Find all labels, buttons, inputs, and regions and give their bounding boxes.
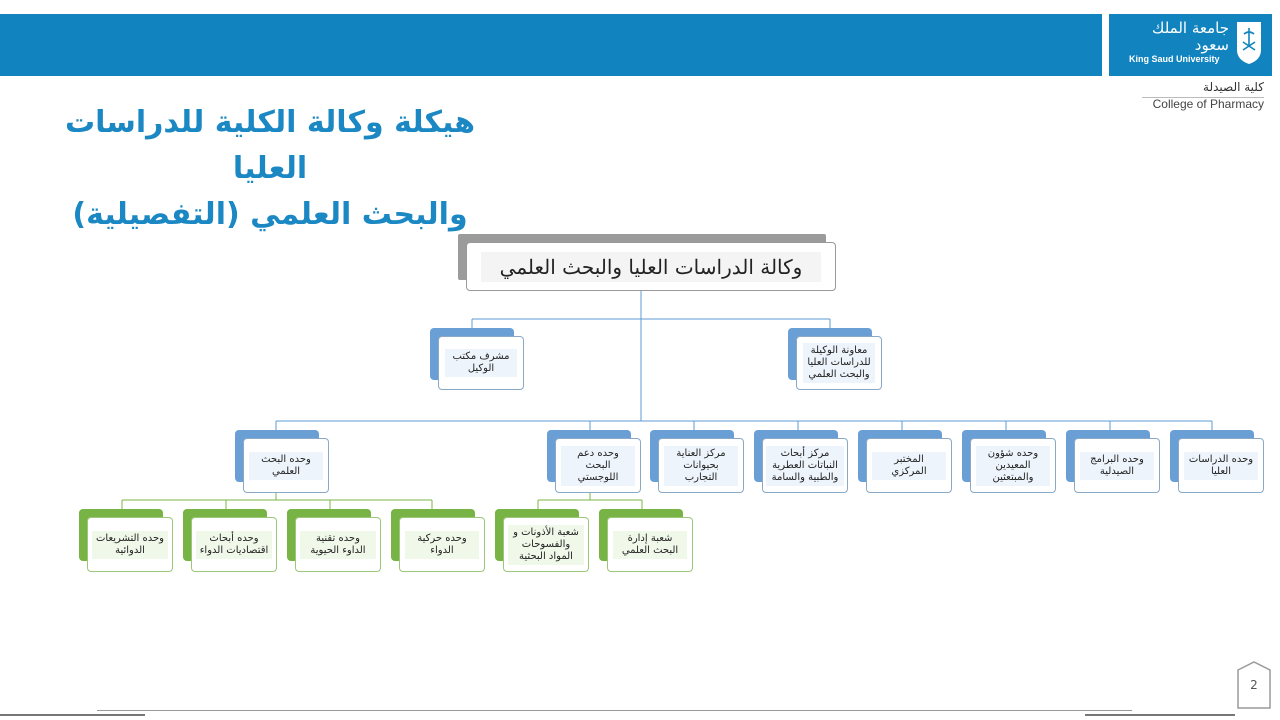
org-node-drug-regulations-unit <box>79 509 173 572</box>
org-node-logistics-support-unit <box>547 430 641 493</box>
page-number: 2 <box>1250 678 1258 692</box>
node-label: شعبة الأذونات و والفسوحات المواد البحثية <box>508 525 584 565</box>
node-label: المختبر المركزي <box>872 452 946 480</box>
org-node-medicinal-plants-center <box>754 430 848 493</box>
org-node-pharmacokinetics-unit <box>391 509 485 572</box>
node-label: وكالة الدراسات العليا والبحث العلمي <box>481 252 821 282</box>
node-label: وحده دعم البحث اللوجستي <box>561 446 635 486</box>
org-node-root <box>458 234 836 291</box>
org-node-scientific-research-unit <box>235 430 329 493</box>
org-node-biotech-unit <box>287 509 381 572</box>
node-label: وحده تقنية الداوء الحيوية <box>300 531 376 559</box>
node-label: مركز العناية بحيوانات التجارب <box>664 446 738 486</box>
org-node-central-lab <box>858 430 952 493</box>
footer-line-right <box>1085 714 1235 716</box>
node-label: وحده شؤون المعيدين والمبتعثين <box>976 446 1050 486</box>
org-node-graduate-studies-unit <box>1170 430 1264 493</box>
org-node-research-admin-division <box>599 509 693 572</box>
university-name-en: King Saud University <box>1129 54 1220 64</box>
node-label: وحده حركية الدواء <box>405 531 479 559</box>
node-label: معاونة الوكيلة للدراسات العليا والبحث العلمي <box>803 343 875 383</box>
node-label: وحده أبحاث اقتصاديات الدواء <box>196 531 272 559</box>
footer-line-middle <box>97 710 1132 711</box>
footer-line-left <box>0 714 145 716</box>
title-line-1: هيكلة وكالة الكلية للدراسات العليا <box>64 105 476 186</box>
org-node-assistant-vice-dean <box>788 328 882 390</box>
node-label: وحده البحث العلمي <box>249 452 323 480</box>
node-label: مشرف مكتب الوكيل <box>445 349 517 377</box>
title-line-2: والبحث العلمي (التفصيلية) <box>72 197 468 232</box>
node-label: مركز أبحاث النباتات العطرية والطبية والسامة <box>766 446 844 486</box>
node-label: وحده البرامج الصيدلية <box>1080 452 1154 480</box>
org-node-pharmacy-programs-unit <box>1066 430 1160 493</box>
org-node-teaching-assistants-unit <box>962 430 1056 493</box>
node-label: شعبة إدارة البحث العلمي <box>613 531 687 559</box>
university-name-ar: جامعة الملك سعود <box>1152 19 1229 54</box>
org-node-pharmacoeconomics-unit <box>183 509 277 572</box>
node-label: وحده الدراسات العليا <box>1184 452 1258 480</box>
org-node-animal-care-center <box>650 430 744 493</box>
college-name-ar: كلية الصيدلة <box>1203 80 1264 94</box>
org-node-office-supervisor <box>430 328 524 390</box>
college-name-en: College of Pharmacy <box>1152 97 1264 111</box>
node-label: وحده التشريعات الدوائية <box>92 531 168 559</box>
org-node-permits-division <box>495 509 589 572</box>
